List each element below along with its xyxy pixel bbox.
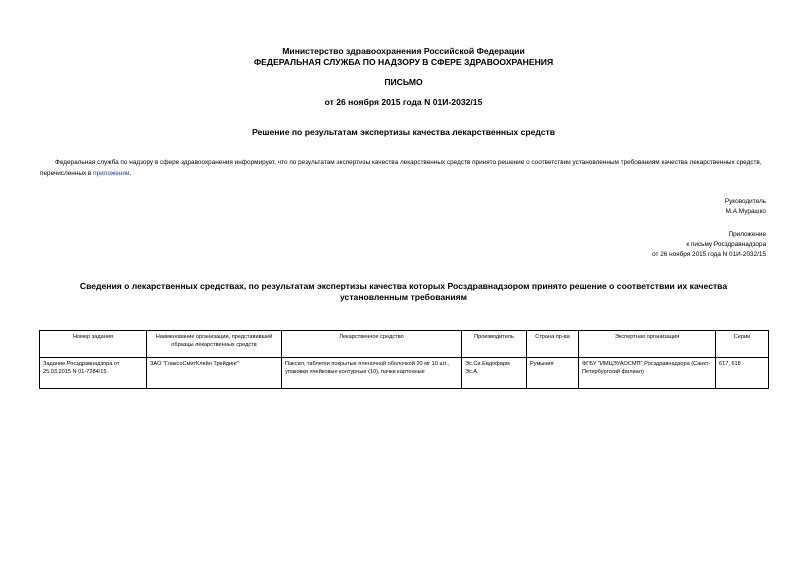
ministry-name: Министерство здравоохранения Российской Федерации <box>282 46 525 56</box>
paragraph-text: Федеральная служба по надзору в сфере здравоохранения информирует, что по результатам экспертизы качества лекарственных средств принято решение о соответствии установленным требованиям качества лекарственных средств, перечисленных в <box>40 159 762 177</box>
document-type: ПИСЬМО <box>384 77 423 87</box>
signature-position: Руководитель <box>724 198 766 205</box>
table-title-line2: установленным требованиям <box>339 292 467 302</box>
cell-country: Румыния <box>527 358 579 389</box>
appendix-ref-line1: к письму Росздравнадзора <box>686 241 766 248</box>
table-header-row <box>40 331 769 358</box>
header-task-number: Номер задания <box>40 331 147 358</box>
header-series: Серии <box>716 331 769 358</box>
medicines-table <box>39 330 769 389</box>
cell-manufacturer: Эс.Си.Евдофарм Эс.А. <box>462 358 527 389</box>
cell-medicine: Паксил, таблетки покрытые пленочной оболочкой 20 мг 10 шт., упаковки ячейковые контурные (10), пачки картонные <box>282 358 462 389</box>
paragraph-end: . <box>129 170 132 177</box>
header-organization: Наименование организации, представившей образцы лекарственных средств <box>147 331 282 358</box>
header-manufacturer: Производитель <box>462 331 527 358</box>
table-row <box>40 358 769 389</box>
document-subject: Решение по результатам экспертизы качества лекарственных средств <box>251 127 556 137</box>
appendix-link[interactable]: приложении <box>93 170 130 177</box>
cell-organization: ЗАО "ГлаксоСмитКляйн Трейдинг" <box>147 358 282 389</box>
header-expert-organization: Экспертная организация <box>579 331 716 358</box>
body-paragraph <box>40 157 768 179</box>
appendix-ref-line2: от 26 ноября 2015 года N 01И-2032/15 <box>652 251 766 258</box>
header-country: Страна пр-ва <box>527 331 579 358</box>
appendix-label: Приложение <box>728 231 766 238</box>
signature-name: М.А.Мурашко <box>725 208 766 215</box>
cell-expert-organization: ФГБУ "ИМЦЭУАОСМП" Росздравнадзора (Санкт-Петербургский филиал) <box>579 358 716 389</box>
header-medicine: Лекарственное средство <box>282 331 462 358</box>
document-date-number: от 26 ноября 2015 года N 01И-2032/15 <box>324 97 483 107</box>
cell-task-number: Задание Росздравнадзора от 25.03.2015 N 01-7284/15 <box>40 358 147 389</box>
table-title-line1: Сведения о лекарственных средствах, по результатам экспертизы качества которых Росздравнадзором принято решение о соответствии их качества <box>79 281 728 291</box>
service-name: ФЕДЕРАЛЬНАЯ СЛУЖБА ПО НАДЗОРУ В СФЕРЕ ЗДРАВООХРАНЕНИЯ <box>253 57 554 67</box>
cell-series: 617, 618 <box>716 358 769 389</box>
